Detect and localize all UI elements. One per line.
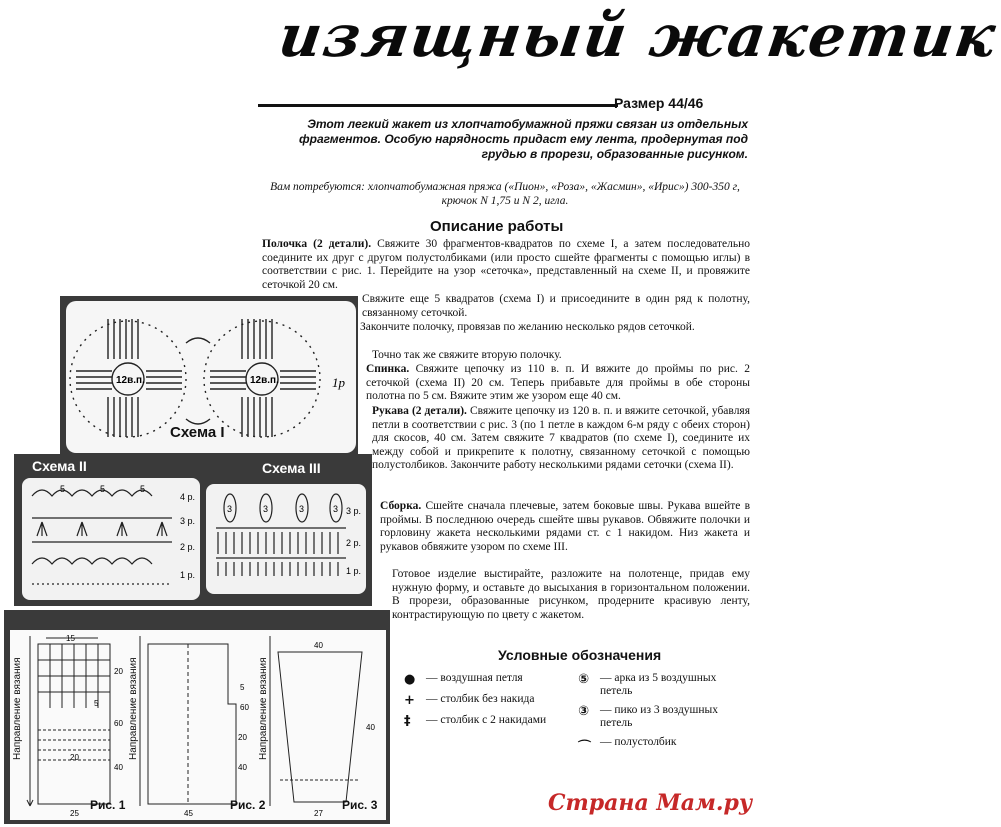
fig3-dim-top: 40 xyxy=(314,641,323,650)
fig3-dim-bottom: 27 xyxy=(314,809,323,818)
scheme3-diagram xyxy=(206,484,366,594)
fig2-dim-60: 60 xyxy=(240,703,249,712)
scheme1-center-label: 12в.п. xyxy=(116,375,145,386)
legend-text: — пико из 3 воздушных петель xyxy=(600,704,719,729)
legend-item xyxy=(578,704,754,730)
fig2-dim-40: 40 xyxy=(238,763,247,772)
fig2-direction: Направление вязания xyxy=(128,657,139,760)
work-heading: Описание работы xyxy=(430,218,564,235)
paragraph-text: Свяжите цепочку из 120 в. п. и вяжите сеточкой, убавляя петли в соответствии с рис. 3 (по 1 петле в каждом 6-м ряду с обеих сторон) для скосов, 40 см. Затем свяжите 7 квадратов (по схеме I), соедините их между собой и прикрепите к полотну, связанному сеточкой с помощью полустолбиков. Закончите работу несколькими рядами сеточки (схема II). xyxy=(372,405,751,472)
paragraph-second: Точно так же свяжите вторую полочку. xyxy=(372,349,562,361)
legend-item xyxy=(578,736,754,755)
double-treble-icon: ‡ xyxy=(404,714,411,729)
scheme2-panel xyxy=(22,478,200,600)
legend-text: — столбик без накида xyxy=(426,693,535,705)
scheme2-label: Схема II xyxy=(32,458,87,474)
figures-diagram xyxy=(10,630,386,820)
legend-left xyxy=(404,672,574,729)
fig3-direction: Направление вязания xyxy=(258,657,269,760)
paragraph-lead: Сборка. xyxy=(380,500,422,512)
fig1-label: Рис. 1 xyxy=(90,798,126,812)
scheme2-arc-label: 5 xyxy=(60,484,66,494)
title-rule xyxy=(258,104,618,107)
legend-item xyxy=(578,672,754,698)
figures-panel xyxy=(10,630,386,820)
paragraph-lead: Рукава (2 детали). xyxy=(372,405,467,417)
paragraph-lead: Полочка (2 детали). xyxy=(262,238,372,250)
scheme2-row-3: 3 р. xyxy=(180,516,196,526)
size-label: Размер 44/46 xyxy=(614,95,704,111)
scheme3-row-3: 3 р. xyxy=(346,506,362,516)
paragraph-back xyxy=(366,363,750,404)
paragraph-text: Свяжите цепочку из 110 в. п. И вяжите до проймы по рис. 2 сеточкой (схема II) 20 см. Теперь прибавьте для проймы в обе стороны полотна по 5 см. Вяжите этим же узором еще 40 см. xyxy=(366,363,751,403)
fig1-dim-40: 40 xyxy=(114,763,123,772)
scheme2-row-4: 4 р. xyxy=(180,492,196,502)
fig1-dim-20a: 20 xyxy=(114,667,123,676)
scheme1-label: Схема I xyxy=(170,424,225,441)
watermark-logo: Страна Мам.ру xyxy=(548,790,753,816)
fig2-label: Рис. 2 xyxy=(230,798,266,812)
paragraph-text: Сшейте сначала плечевые, затем боковые швы. Рукава вшейте в проймы. В последнюю очередь сшейте швы рукавов. Обвяжите полочки и горловину жакета несколькими рядами ст. с 1 накидом. Низ жакета и рукавов обвяжите узором по схеме III. xyxy=(380,500,750,553)
fig2-dim-20: 20 xyxy=(238,733,247,742)
fig3-dim-side: 40 xyxy=(366,723,375,732)
scheme3-pico-label: 3 xyxy=(227,504,233,514)
paragraph-squares: Свяжите еще 5 квадратов (схема I) и присоедините в один ряд к полотну, связанному сеточкой. xyxy=(362,293,750,319)
legend-item xyxy=(404,714,574,729)
legend-item xyxy=(404,672,574,687)
chain-arch-icon: ⑤ xyxy=(578,672,590,687)
scheme1-center-label: 12в.п. xyxy=(250,375,279,386)
fig1-dim-bottom: 25 xyxy=(70,809,79,818)
paragraph-lead: Спинка. xyxy=(366,363,410,375)
scheme3-row-2: 2 р. xyxy=(346,538,362,548)
scheme3-row-1: 1 р. xyxy=(346,566,362,576)
legend-right xyxy=(578,672,754,755)
scheme3-pico-label: 3 xyxy=(333,504,339,514)
scheme1-row-label: 1р xyxy=(332,375,345,390)
fig1-dim-5: 5 xyxy=(94,699,99,708)
fig1-dim-20b: 20 xyxy=(70,753,79,762)
single-crochet-icon: + xyxy=(404,693,415,708)
legend-text: — воздушная петля xyxy=(426,672,523,684)
picot-icon: ③ xyxy=(578,704,590,719)
paragraph-text: Свяжите 30 фрагментов-квадратов по схеме I, а затем последовательно соедините их друг с другом полустолбиками (или просто сшейте фрагменты с помощью иглы) в соответствии с рис. 1. Перейдите на узор «сеточка», представленный на схеме II, и провяжите сеточкой 20 см. xyxy=(262,238,750,291)
slip-stitch-icon: ⌒ xyxy=(578,740,592,755)
scheme3-pico-label: 3 xyxy=(263,504,269,514)
fig1-dim-60: 60 xyxy=(114,719,123,728)
paragraph-front xyxy=(262,238,750,292)
paragraph-finish: Закончите полочку, провязав по желанию несколько рядов сеточкой. xyxy=(360,321,695,333)
paragraph-sleeves xyxy=(372,405,750,473)
scheme3-panel xyxy=(206,484,366,594)
fig2-dim-bottom: 45 xyxy=(184,809,193,818)
paragraph-finishing: Готовое изделие выстирайте, разложите на полотенце, придав ему нужную форму, и оставьте до высыхания в горизонтальном положении. В прорези, образованные рисунком, продерните красивую ленту, контрастирующую по цвету с жакетом. xyxy=(392,568,750,621)
intro-text: Этот легкий жакет из хлопчатобумажной пряжи связан из отдельных фрагментов. Особую нарядность придаст ему лента, продернутая под грудью в прорези, образованные рисунком. xyxy=(299,117,748,161)
scheme3-label: Схема III xyxy=(262,460,321,476)
legend-text: — полустолбик xyxy=(600,736,677,748)
legend-text: — арка из 5 воздушных петель xyxy=(600,672,717,697)
materials-text: Вам потребуются: хлопчатобумажная пряжа («Пион», «Роза», «Жасмин», «Ирис») 300-350 г, крючок N 1,75 и N 2, игла. xyxy=(270,181,740,207)
chain-stitch-icon: ● xyxy=(404,672,416,687)
scheme2-row-1: 1 р. xyxy=(180,570,196,580)
scheme2-row-2: 2 р. xyxy=(180,542,196,552)
legend-item xyxy=(404,693,574,708)
paragraph-assembly xyxy=(380,500,750,554)
scheme2-arc-label: 5 xyxy=(140,484,146,494)
fig1-direction: Направление вязания xyxy=(12,657,23,760)
legend-heading: Условные обозначения xyxy=(498,647,662,663)
page-title: изящный жакетик xyxy=(274,2,1001,70)
legend-text: — столбик с 2 накидами xyxy=(426,714,547,726)
scheme3-pico-label: 3 xyxy=(299,504,305,514)
fig1-dim-top: 15 xyxy=(66,634,75,643)
fig3-label: Рис. 3 xyxy=(342,798,378,812)
scheme2-arc-label: 5 xyxy=(100,484,106,494)
scheme2-diagram xyxy=(22,478,200,600)
fig2-dim-5: 5 xyxy=(240,683,245,692)
